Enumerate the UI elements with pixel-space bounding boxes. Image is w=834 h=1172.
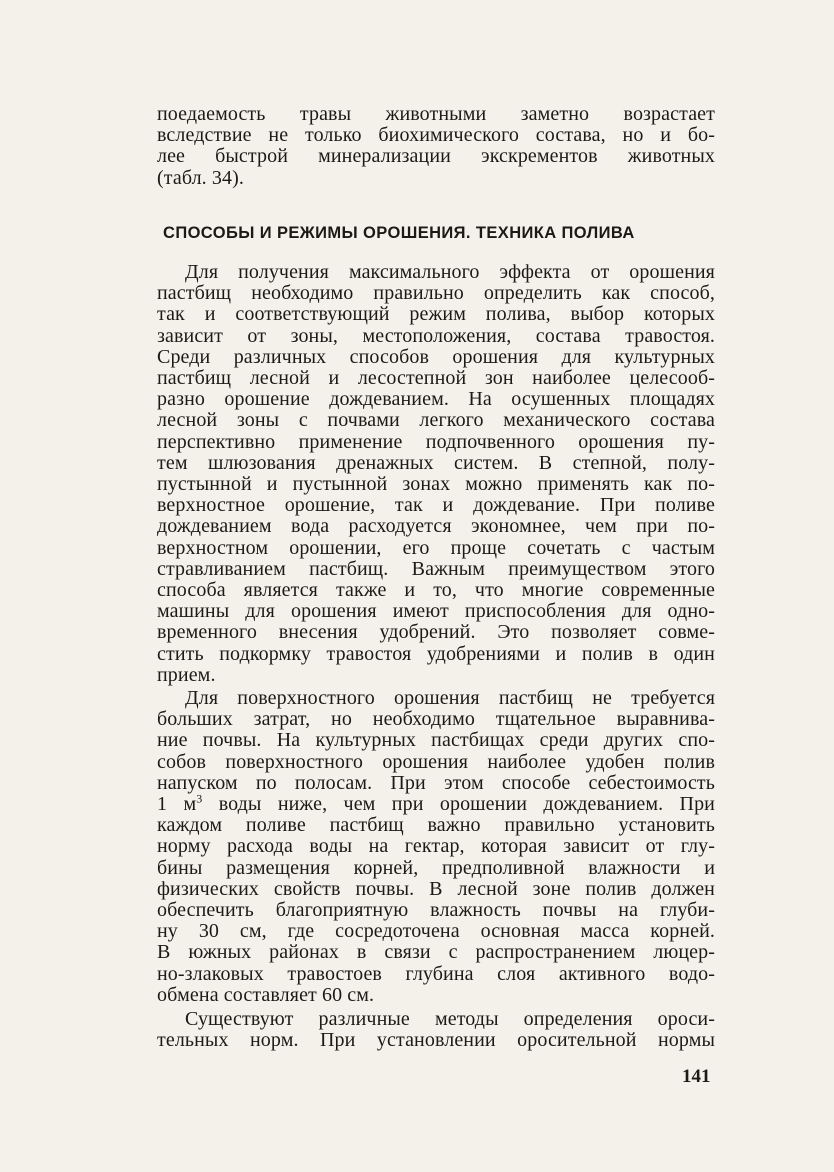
text-line: Для поверхностного орошения пастбищ не требуется (185, 687, 715, 709)
text-line: В южных районах в связи с распространением люцер- (157, 941, 715, 964)
text-line: ние почвы. На культурных пастбищах среди других спо- (157, 729, 715, 752)
page-number: 141 (682, 1066, 711, 1087)
text-line: временного внесения удобрений. Это позволяет совме- (157, 621, 715, 644)
top-paragraph (157, 104, 715, 189)
text-line: тельных норм. При установлении оросительной нормы (157, 1029, 715, 1052)
text-line: каждом поливе пастбищ важно правильно установить (157, 814, 715, 837)
text-line: пастбищ необходимо правильно определить как способ, (157, 282, 715, 305)
text-line: дождеванием вода расходуется экономнее, чем при по- (157, 515, 715, 538)
text-line: обмена составляет 60 см. (157, 983, 375, 1006)
text-line: ну 30 см, где сосредоточена основная масса корней. (157, 920, 715, 943)
text-line: лее быстрой минерализации экскрементов животных (157, 145, 715, 168)
text-line: бины размещения корней, предполивной влажности и (157, 856, 715, 879)
text-line: разно орошение дождеванием. На осушенных площадях (157, 388, 715, 411)
text-line: прием. (157, 663, 216, 686)
text-line: собов поверхностного орошения наиболее удобен полив (157, 750, 715, 773)
text-line: Среди различных способов орошения для культурных (157, 345, 715, 368)
section-heading: СПОСОБЫ И РЕЖИМЫ ОРОШЕНИЯ. ТЕХНИКА ПОЛИВА (163, 224, 635, 242)
text-line: стить подкормку травостоя удобрениями и полив в один (157, 642, 715, 665)
text-line: стравливанием пастбищ. Важным преимуществом этого (157, 557, 715, 580)
text-line: тем шлюзования дренажных систем. В степной, полу- (157, 451, 715, 474)
paragraph-1 (157, 262, 715, 686)
line-prefix: 1 м (157, 793, 197, 816)
superscript: 3 (196, 791, 203, 806)
paragraph-3 (157, 1009, 715, 1051)
text-line: Существуют различные методы определения ороси- (185, 1008, 715, 1030)
text-line: верхностном орошении, его проще сочетать с частым (157, 536, 715, 559)
text-line: лесной зоны с почвами легкого механического состава (157, 409, 715, 432)
text-line: физических свойств почвы. В лесной зоне полив должен (157, 877, 715, 900)
text-line: перспективно применение подпочвенного орошения пу- (157, 430, 715, 453)
text-line: поедаемость травы животными заметно возрастает (157, 103, 715, 125)
text-line: но-злаковых травостоев глубина слоя активного водо- (157, 962, 715, 985)
text-line-with-superscript (157, 791, 715, 816)
text-line: пастбищ лесной и лесостепной зон наиболее целесооб- (157, 367, 715, 390)
text-line: больших затрат, но необходимо тщательное выравнива- (157, 708, 715, 731)
text-line: верхностное орошение, так и дождевание. При поливе (157, 494, 715, 517)
text-line: обеспечить благоприятную влажность почвы на глуби- (157, 899, 715, 922)
line-suffix: воды ниже, чем при орошении дождеванием. При (202, 793, 715, 816)
paragraph-2 (157, 688, 715, 1006)
text-line: так и соответствующий режим полива, выбор которых (157, 303, 715, 326)
text-line: норму расхода воды на гектар, которая зависит от глу- (157, 835, 715, 858)
text-line: машины для орошения имеют приспособления для одно- (157, 600, 715, 623)
text-line: Для получения максимального эффекта от орошения (185, 261, 715, 283)
text-line: напуском по полосам. При этом способе себестоимость (157, 771, 715, 794)
text-line: зависит от зоны, местоположения, состава травостоя. (157, 324, 715, 347)
text-line: (табл. 34). (157, 166, 244, 189)
text-line: пустынной и пустынной зонах можно применять как по- (157, 473, 715, 496)
text-line: способа является также и то, что многие современные (157, 579, 715, 602)
text-line: вследствие не только биохимического состава, но и бо- (157, 124, 715, 147)
